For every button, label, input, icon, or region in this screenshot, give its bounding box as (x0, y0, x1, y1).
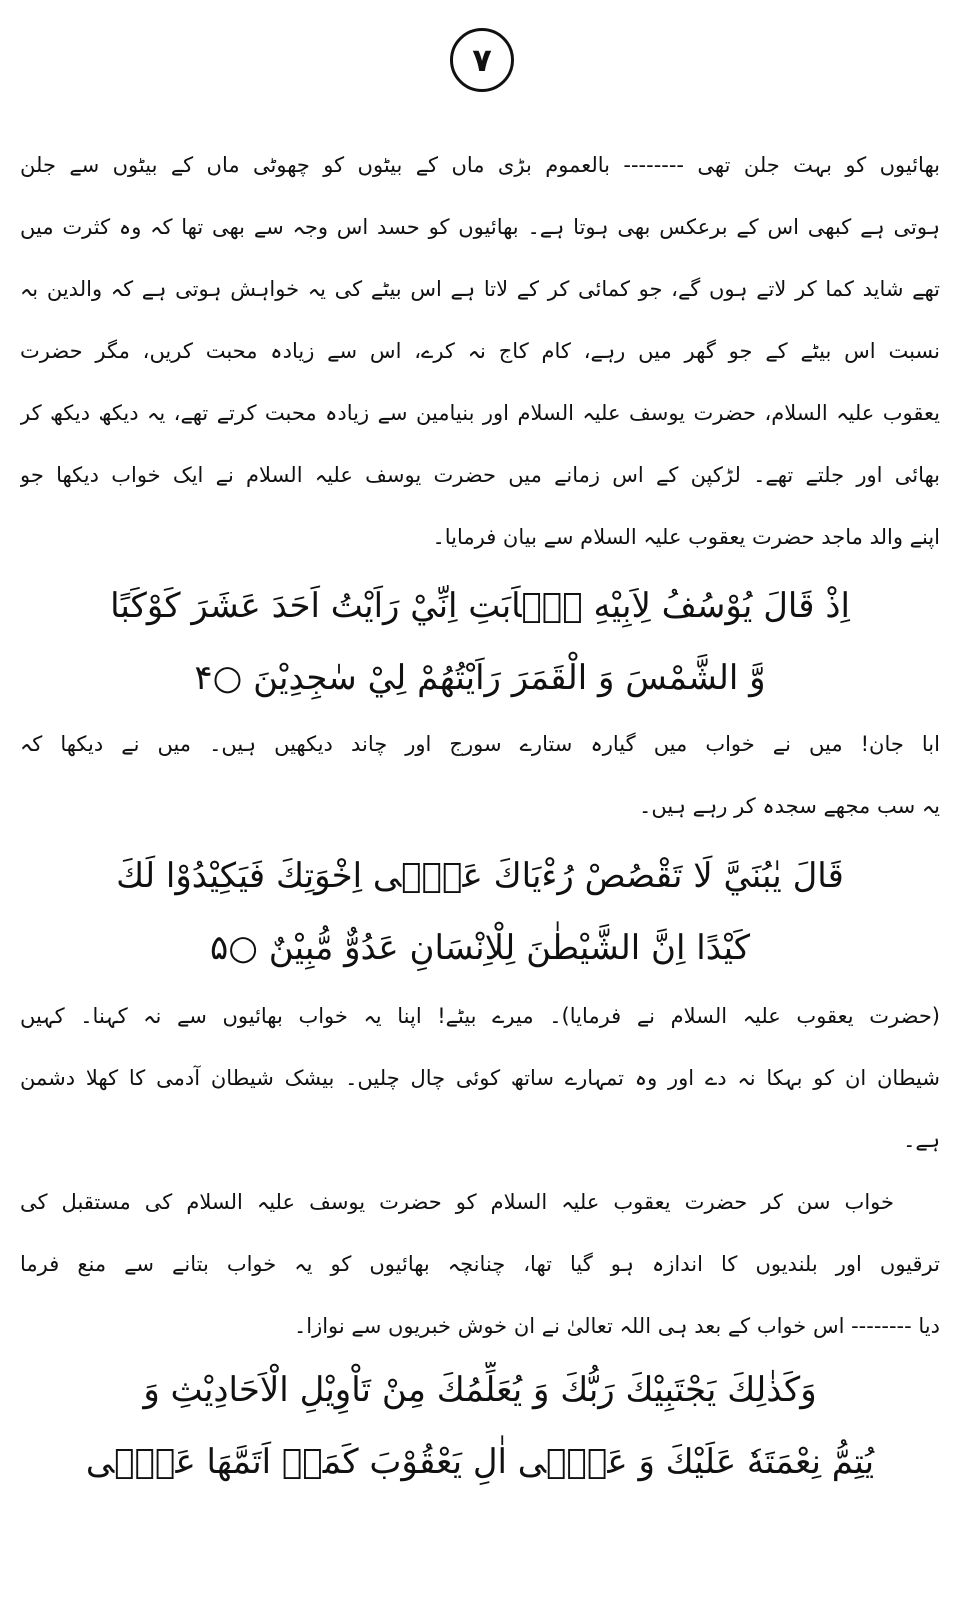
para2-line-2: یہ سب مجھے سجدہ کر رہے ہیں۔ (639, 794, 940, 818)
para1-line-1: بھائیوں کو بہت جلن تھی -------- بالعموم بڑی ماں کے بیٹوں کو چھوٹی ماں کے بیٹوں سے جلن (20, 153, 940, 177)
para4-line-1: خواب سن کر حضرت یعقوب علیہ السلام کو حضرت یوسف علیہ السلام کی مستقبل کی (20, 1190, 894, 1214)
para1-line-3: تھے شاید کما کر لاتے ہوں گے، جو کمائی کر کے لاتا ہے اس بیٹے کی یہ خواہش ہوتی ہے کہ والدین بہ (20, 277, 940, 301)
para1-line-5: یعقوب علیہ السلام، حضرت یوسف علیہ السلام اور بنیامین سے زیادہ محبت کرتے تھے، یہ دیکھ دیکھ کر (20, 401, 940, 425)
quran-verse-3-line-1: وَكَذٰلِكَ يَجْتَبِيْكَ رَبُّكَ وَ يُعَلِّمُكَ مِنْ تَاْوِيْلِ الْاَحَادِيْثِ وَ (143, 1370, 817, 1410)
para3-line-1: (حضرت یعقوب علیہ السلام نے فرمایا)۔ میرے بیٹے! اپنا یہ خواب بھائیوں سے نہ کہنا۔ کہیں (20, 1004, 940, 1028)
para1-line-6: بھائی اور جلتے تھے۔ لڑکپن کے اس زمانے میں حضرت یوسف علیہ السلام نے ایک خواب دیکھا جو (20, 463, 940, 487)
para3-line-2: شیطان ان کو بہکا نہ دے اور وہ تمہارے ساتھ کوئی چال چلیں۔ بیشک شیطان آدمی کا کھلا دشمن (20, 1066, 940, 1090)
quran-verse-2-line-2: كَيْدًا اِنَّ الشَّيْطٰنَ لِلْاِنْسَانِ عَدُوٌّ مُّبِيْنٌ ○۵ (209, 928, 751, 968)
quran-verse-1-line-1: اِذْ قَالَ يُوْسُفُ لِاَبِيْهِ يٰۤاَبَتِ اِنِّيْ رَاَيْتُ اَحَدَ عَشَرَ كَوْكَبًا (110, 586, 850, 626)
para4-line-2: ترقیوں اور بلندیوں کا اندازہ ہو گیا تھا، چنانچہ بھائیوں کو یہ خواب بتانے سے منع فرما (20, 1252, 940, 1276)
quran-verse-1-line-2: وَّ الشَّمْسَ وَ الْقَمَرَ رَاَيْتُهُمْ لِيْ سٰجِدِيْنَ ○۴ (194, 658, 766, 698)
quran-verse-2-line-1: قَالَ يٰبُنَيَّ لَا تَقْصُصْ رُءْيَاكَ عَلٰۤى اِخْوَتِكَ فَيَكِيْدُوْا لَكَ (116, 856, 844, 896)
quran-verse-3-line-2: يُتِمُّ نِعْمَتَهٗ عَلَيْكَ وَ عَلٰۤى اٰلِ يَعْقُوْبَ كَمَاۤ اَتَمَّهَا عَلٰۤى (85, 1442, 875, 1482)
para2-line-1: ابا جان! میں نے خواب میں گیارہ ستارے سورج اور چاند دیکھیں ہیں۔ میں نے دیکھا کہ (20, 732, 940, 756)
para4-line-3: دیا -------- اس خواب کے بعد ہی اللہ تعالیٰ نے ان خوش خبریوں سے نوازا۔ (293, 1314, 940, 1338)
para3-line-3: ہے۔ (903, 1128, 940, 1152)
para1-line-4: نسبت اس بیٹے کے جو گھر میں رہے، کام کاج نہ کرے، اس سے زیادہ محبت کریں، مگر حضرت (20, 339, 940, 363)
para1-line-7: اپنے والد ماجد حضرت یعقوب علیہ السلام سے بیان فرمایا۔ (432, 525, 940, 549)
para1-line-2: ہوتی ہے کبھی اس کے برعکس بھی ہوتا ہے۔ بھائیوں کو حسد اس وجہ سے بھی تھا کہ وہ کثرت میں (20, 215, 940, 239)
page-number-badge: ۷ (450, 28, 514, 92)
